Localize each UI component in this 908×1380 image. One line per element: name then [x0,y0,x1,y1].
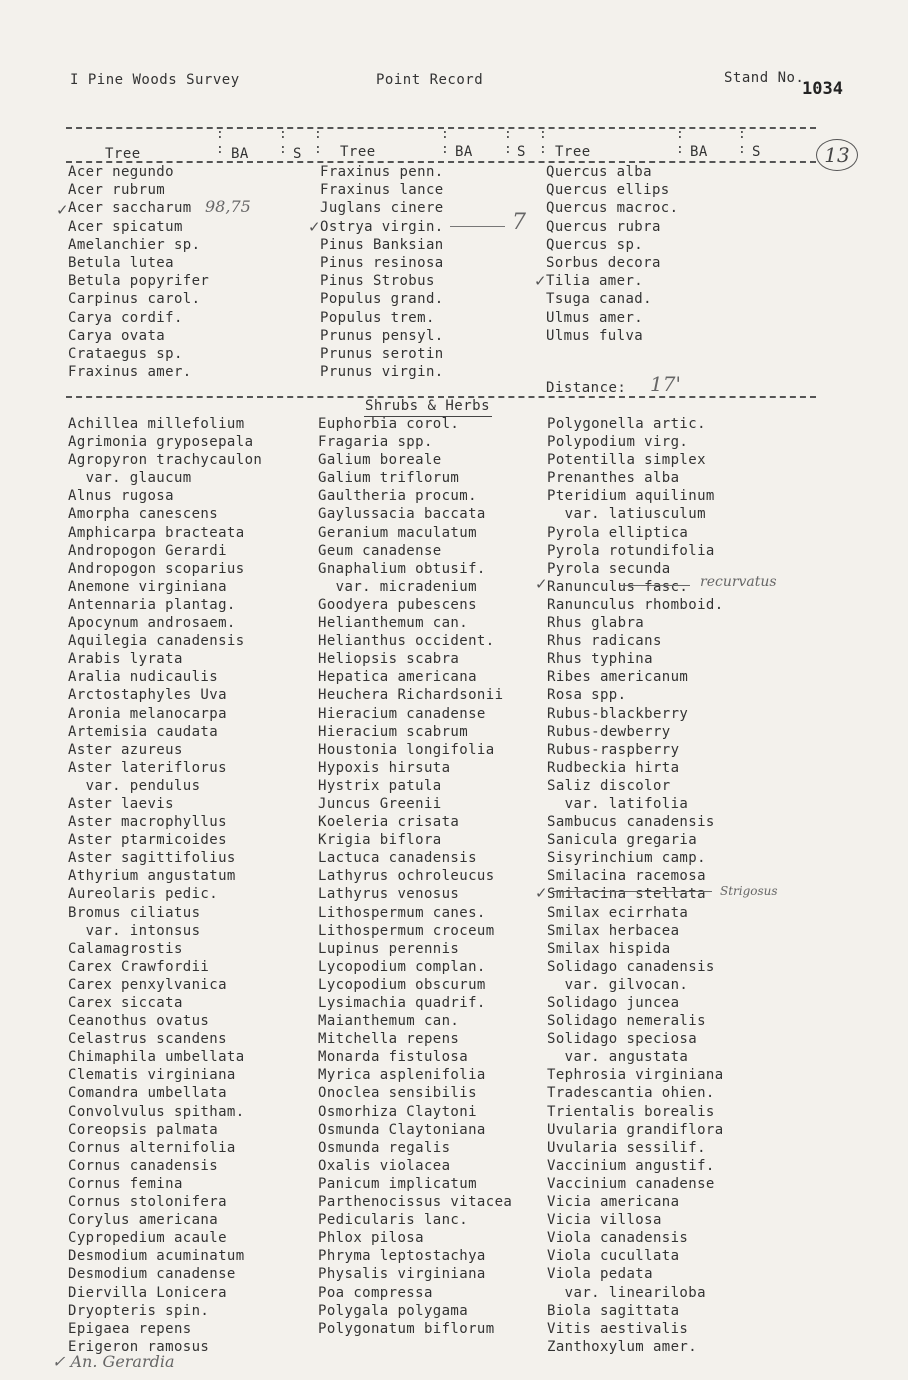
ba-header-2: BA [455,144,473,160]
shrub-species: Lycopodium obscurum [318,976,486,993]
shrub-species: Polygala polygama [318,1302,469,1319]
stand-number: 1034 [802,79,843,99]
shrub-species: Vaccinium canadense [547,1175,715,1192]
tree-species: Carya ovata [68,327,166,344]
shrub-species: Geum canadense [318,542,442,559]
s-header-3: S [752,144,761,160]
shrub-species: Andropogon Gerardi [68,542,227,559]
shrub-species: Zanthoxylum amer. [547,1338,698,1355]
shrub-species: Vicia americana [547,1194,680,1211]
shrub-species: var. glaucum [68,470,192,487]
shrub-species: Ranunculus fasc. [547,578,689,595]
circled-number: 13 [816,139,858,171]
shrub-species: var. lineariloba [547,1284,706,1301]
shrub-species: Osmunda regalis [318,1139,451,1156]
shrub-species: Rhus typhina [547,651,653,668]
shrub-species: Physalis virginiana [318,1266,486,1283]
shrub-species: Sisyrinchium camp. [547,850,706,867]
shrub-species: Hepatica americana [318,669,477,686]
bottom-note-text: An. Gerardia [70,1352,175,1371]
shrub-species: Mitchella repens [318,1031,460,1048]
handwritten-dash [450,226,505,227]
shrub-species: Gnaphalium obtusif. [318,560,486,577]
shrub-species: Tephrosia virginiana [547,1067,724,1084]
shrub-species: Vitis aestivalis [547,1320,689,1337]
tree-species: Betula lutea [68,254,174,271]
tree-species: Ostrya virgin. [320,218,444,235]
shrub-species: var. micradenium [318,578,477,595]
shrub-species: Galium triflorum [318,470,460,487]
handwritten-ranunculus-note: recurvatus [700,574,777,590]
shrub-species: Lithospermum croceum [318,922,495,939]
shrub-species: Aronia melanocarpa [68,705,227,722]
tree-species: Sorbus decora [546,254,661,271]
tree-species: Pinus resinosa [320,254,444,271]
shrub-species: Solidago speciosa [547,1031,698,1048]
tree-species: Populus grand. [320,291,444,308]
shrub-species: var. latiusculum [547,506,706,523]
colon-mark: : : [441,127,449,157]
shrub-species: Phlox pilosa [318,1230,424,1247]
shrub-species: Geranium maculatum [318,524,477,541]
tree-header-3: Tree [555,144,591,160]
shrub-species: Alnus rugosa [68,488,174,505]
tree-species: Quercus ellips [546,182,670,199]
shrub-species: Monarda fistulosa [318,1049,469,1066]
s-header-1: S [293,146,302,162]
tree-species: Quercus sp. [546,236,644,253]
tree-species: Acer spicatum [68,218,183,235]
shrubs-title: Shrubs & Herbs [365,398,491,414]
shrub-species: var. pendulus [68,777,201,794]
shrub-species: Cornus alternifolia [68,1139,236,1156]
shrub-species: Coreopsis palmata [68,1121,219,1138]
shrub-species: Gaylussacia baccata [318,506,486,523]
record-title: Point Record [376,72,484,88]
shrub-species: Vaccinium angustif. [547,1157,715,1174]
distance-label: Distance: [546,380,627,396]
shrub-species: Artemisia caudata [68,723,219,740]
shrub-species: Ranunculus rhomboid. [547,596,724,613]
tree-species: Fraxinus lance [320,182,444,199]
shrub-species: Rhus glabra [547,615,645,632]
tree-species: Carpinus carol. [68,291,201,308]
shrub-species: Rubus-blackberry [547,705,689,722]
shrub-species: Cypropedium acaule [68,1230,227,1247]
shrub-species: Agropyron trachycaulon [68,452,263,469]
shrub-species: Erigeron ramosus [68,1338,210,1355]
shrub-species: Aster ptarmicoides [68,832,227,849]
check-mark: ✓ [534,272,547,290]
survey-title: I Pine Woods Survey [70,72,240,88]
shrub-species: Saliz discolor [547,777,671,794]
tree-species: Tilia amer. [546,273,644,290]
colon-mark: : : [738,127,746,157]
shrub-species: Polypodium virg. [547,434,689,451]
tree-species: Pinus Strobus [320,273,435,290]
handwritten-bottom-note: ✓ An. Gerardia [52,1352,175,1371]
shrub-species: Lathyrus ochroleucus [318,868,495,885]
shrub-species: Poa compressa [318,1284,433,1301]
tree-species: Ulmus fulva [546,327,644,344]
check-mark: ✓ [535,575,548,593]
check-mark: ✓ [56,201,69,219]
shrub-species: Aster macrophyllus [68,814,227,831]
shrub-species: Rosa spp. [547,687,627,704]
shrub-species: Viola cucullata [547,1248,680,1265]
tree-species: Pinus Banksian [320,236,444,253]
tree-species: Acer negundo [68,164,174,180]
handwritten-ba-value: 98,75 [205,197,251,216]
colon-mark: : : [279,127,287,157]
shrub-species: Ceanothus ovatus [68,1013,210,1030]
shrub-species: Cornus femina [68,1175,183,1192]
shrub-species: Helianthus occident. [318,633,495,650]
shrub-species: Smilax herbacea [547,922,680,939]
shrub-species: Polygonatum biflorum [318,1320,495,1337]
shrubs-column-2 [318,415,512,1338]
shrub-species: Parthenocissus vitacea [318,1194,513,1211]
shrub-species: Heliopsis scabra [318,651,460,668]
shrub-species: Polygonella artic. [547,416,706,432]
shrub-species: Prenanthes alba [547,470,680,487]
handwritten-smilacina-note: Strigosus [720,884,778,898]
shrub-species: Amphicarpa bracteata [68,524,245,541]
tree-species: Betula popyrifer [68,273,210,290]
tree-species: Tsuga canad. [546,291,652,308]
shrub-species: Carex siccata [68,995,183,1011]
stand-label: Stand No. [724,70,805,86]
shrub-species: Fragaria spp. [318,434,433,451]
tree-species: Populus trem. [320,309,435,326]
shrub-species: Clematis virginiana [68,1067,236,1084]
shrub-species: Carex penxylvanica [68,976,227,993]
tree-species: Fraxinus amer. [68,364,192,381]
colon-mark: : : [539,127,547,157]
shrub-species: Achillea millefolium [68,416,245,432]
shrub-species: Euphorbia corol. [318,416,460,432]
shrub-species: Antennaria plantag. [68,596,236,613]
shrub-species: Convolvulus spitham. [68,1103,245,1120]
shrub-species: Viola pedata [547,1266,653,1283]
shrub-species: Bromus ciliatus [68,904,201,921]
shrub-species: Athyrium angustatum [68,868,236,885]
tree-species: Acer saccharum [68,200,192,217]
check-mark: ✓ [308,218,321,236]
handwritten-distance: 17' [650,372,681,396]
shrub-species: Agrimonia gryposepala [68,434,254,451]
shrub-species: Potentilla simplex [547,452,706,469]
shrub-species: Aquilegia canadensis [68,633,245,650]
tree-species: Prunus virgin. [320,364,444,381]
shrub-species: Houstonia longifolia [318,741,495,758]
tree-species: Prunus pensyl. [320,327,444,344]
tree-header-1: Tree [105,146,141,162]
shrub-species: Lycopodium complan. [318,958,486,975]
shrub-species: var. intonsus [68,922,201,939]
shrub-species: Koeleria crisata [318,814,460,831]
shrubs-column-1 [68,415,262,1356]
shrub-species: Rubus-dewberry [547,723,671,740]
shrub-species: Apocynum androsaem. [68,615,236,632]
shrubs-column-3 [547,415,724,1356]
shrub-species: Lithospermum canes. [318,904,486,921]
shrub-species: var. angustata [547,1049,689,1066]
tree-column-3 [546,163,678,345]
colon-mark: : : [314,127,322,157]
shrub-species: Calamagrostis [68,940,183,957]
shrub-species: Viola canadensis [547,1230,689,1247]
shrub-species: Amorpha canescens [68,506,219,523]
shrub-species: Pedicularis lanc. [318,1212,469,1229]
tree-species: Acer rubrum [68,182,166,199]
shrub-species: Chimaphila umbellata [68,1049,245,1066]
shrub-species: Aureolaris pedic. [68,886,219,903]
shrub-species: Aster laevis [68,795,174,812]
shrub-species: Pyrola elliptica [547,524,689,541]
shrub-species: Hystrix patula [318,777,442,794]
shrub-species: Maianthemum can. [318,1013,460,1030]
shrub-species: Aster azureus [68,741,183,758]
shrub-species: Trientalis borealis [547,1103,715,1120]
shrub-species: Pteridium aquilinum [547,488,715,505]
shrub-species: Corylus americana [68,1212,219,1229]
shrub-species: Smilax hispida [547,940,671,957]
shrub-species: Myrica asplenifolia [318,1067,486,1084]
shrub-species: Krigia biflora [318,832,442,849]
tree-species: Crataegus sp. [68,345,183,362]
colon-mark: : : [216,127,224,157]
shrub-species: Aster lateriflorus [68,759,227,776]
shrub-species: Juncus Greenii [318,795,442,812]
shrub-species: Pyrola rotundifolia [547,542,715,559]
tree-species: Quercus alba [546,164,652,180]
colon-mark: : : [504,127,512,157]
shrub-species: Cornus canadensis [68,1157,219,1174]
shrub-species: Rhus radicans [547,633,662,650]
shrub-species: Tradescantia ohien. [547,1085,715,1102]
tree-species: Juglans cinere [320,200,444,217]
shrub-species: Heuchera Richardsonii [318,687,504,704]
shrub-species: var. latifolia [547,795,689,812]
shrub-species: Gaultheria procum. [318,488,477,505]
shrub-species: Desmodium acuminatum [68,1248,245,1265]
tree-species: Quercus rubra [546,218,661,235]
shrub-species: Arctostaphyles Uva [68,687,227,704]
shrub-species: Onoclea sensibilis [318,1085,477,1102]
shrub-species: Hypoxis hirsuta [318,759,451,776]
shrub-species: Hieracium scabrum [318,723,469,740]
shrub-species: Desmodium canadense [68,1266,236,1283]
handwritten-ostrya-value: 7 [512,210,526,235]
shrub-species: Lupinus perennis [318,940,460,957]
shrub-species: Rudbeckia hirta [547,759,680,776]
tree-species: Ulmus amer. [546,309,644,326]
shrub-species: Carex Crawfordii [68,958,210,975]
colon-mark: : : [676,127,684,157]
shrub-species: Dryopteris spin. [68,1302,210,1319]
shrub-species: Arabis lyrata [68,651,183,668]
shrub-species: Uvularia grandiflora [547,1121,724,1138]
shrub-species: Sambucus canadensis [547,814,715,831]
shrub-species: Uvularia sessilif. [547,1139,706,1156]
shrub-species: Andropogon scoparius [68,560,245,577]
ba-header-3: BA [690,144,708,160]
shrub-species: Biola sagittata [547,1302,680,1319]
shrub-species: Phryma leptostachya [318,1248,486,1265]
shrub-species: Pyrola secunda [547,560,671,577]
shrub-species: Smilacina stellata [547,886,706,903]
shrub-species: Lactuca canadensis [318,850,477,867]
shrub-species: Ribes americanum [547,669,689,686]
shrub-species: Celastrus scandens [68,1031,227,1048]
tree-column-1 [68,163,209,381]
tree-species: Amelanchier sp. [68,236,201,253]
shrub-species: Galium boreale [318,452,442,469]
tree-header-2: Tree [340,144,376,160]
shrub-species: Osmunda Claytoniana [318,1121,486,1138]
shrub-species: Goodyera pubescens [318,596,477,613]
strike-line [552,891,712,892]
shrub-species: Hieracium canadense [318,705,486,722]
shrub-species: Lysimachia quadrif. [318,995,486,1011]
shrub-species: Comandra umbellata [68,1085,227,1102]
ba-header-1: BA [231,146,249,162]
shrub-species: Rubus-raspberry [547,741,680,758]
shrub-species: Helianthemum can. [318,615,469,632]
shrub-species: Smilax ecirrhata [547,904,689,921]
shrub-species: Solidago canadensis [547,958,715,975]
shrub-species: Anemone virginiana [68,578,227,595]
strike-line [620,585,690,586]
shrub-species: Diervilla Lonicera [68,1284,227,1301]
shrub-species: Oxalis violacea [318,1157,451,1174]
shrub-species: Sanicula gregaria [547,832,698,849]
shrub-species: Solidago juncea [547,995,680,1011]
shrub-species: Vicia villosa [547,1212,662,1229]
tree-species: Quercus macroc. [546,200,679,217]
shrub-species: Epigaea repens [68,1320,192,1337]
tree-species: Fraxinus penn. [320,164,444,180]
shrub-species: Lathyrus venosus [318,886,460,903]
shrub-species: Cornus stolonifera [68,1194,227,1211]
check-mark: ✓ [535,884,548,902]
tree-species: Prunus serotin [320,345,444,362]
shrub-species: Osmorhiza Claytoni [318,1103,477,1120]
shrub-species: Panicum implicatum [318,1175,477,1192]
tree-column-2 [320,163,444,381]
shrub-species: Smilacina racemosa [547,868,706,885]
tree-species: Carya cordif. [68,309,183,326]
shrub-species: Aster sagittifolius [68,850,236,867]
s-header-2: S [517,144,526,160]
shrub-species: Solidago nemeralis [547,1013,706,1030]
shrub-species: Aralia nudicaulis [68,669,219,686]
shrub-species: var. gilvocan. [547,976,689,993]
